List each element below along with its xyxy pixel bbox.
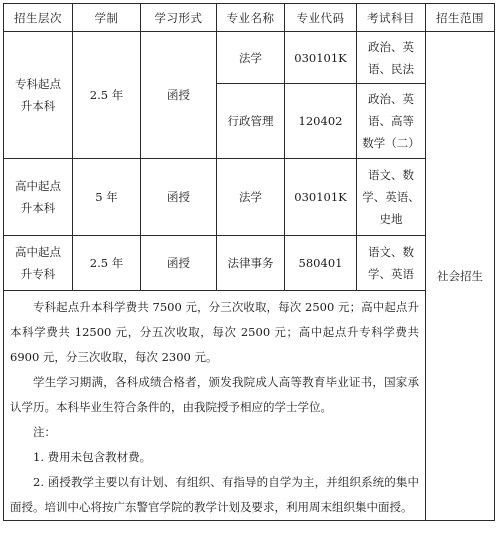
subjects-line: 语、民法 [368, 61, 414, 76]
subjects-line: 学、英语 [368, 267, 414, 281]
table-row [4, 32, 495, 84]
table-row [4, 159, 495, 236]
form-cell: 函授 [141, 236, 217, 291]
level-line: 高中起点 [15, 179, 61, 193]
fee-paragraph: 专科起点升本科学费共 7500 元，分三次收取，每次 2500 元；高中起点升本科学费共 12500 元，分五次收取，每次 2500 元；高中起点升专科学费共 6900 元，分三次收取，每次 2300 元。 [10, 300, 419, 364]
subjects-cell [357, 159, 426, 236]
subjects-cell [357, 84, 426, 159]
duration-cell: 2.5 年 [73, 32, 141, 159]
level-line: 升本科 [20, 99, 56, 113]
subjects-cell [357, 32, 426, 84]
table-row [4, 236, 495, 291]
level-cell [4, 32, 73, 159]
level-cell [4, 236, 73, 291]
subjects-cell [357, 236, 426, 291]
header-subjects: 考试科目 [357, 4, 426, 32]
header-level: 招生层次 [4, 4, 73, 32]
level-line: 升专科 [20, 267, 56, 281]
header-duration: 学制 [73, 4, 141, 32]
note-item-2: 2. 函授教学主要以有计划、有组织、有指导的自学为主，并组织系统的集中面授。培训中心将按广东警官学院的教学计划及要求，利用周末组织集中面授。 [10, 475, 419, 514]
level-line: 高中起点 [15, 245, 61, 259]
subjects-line: 语、高等 [368, 114, 414, 128]
notes-cell [4, 291, 426, 521]
note-item-1: 1. 费用未包含教材费。 [33, 450, 152, 464]
subjects-line: 政治、英 [368, 39, 414, 54]
major-cell: 行政管理 [217, 84, 285, 159]
form-cell: 函授 [141, 159, 217, 236]
scope-cell: 社会招生 [426, 32, 495, 521]
header-scope: 招生范围 [426, 4, 495, 32]
header-row [4, 4, 495, 32]
header-form: 学习形式 [141, 4, 217, 32]
header-major: 专业名称 [217, 4, 285, 32]
code-cell: 030101K [285, 159, 357, 236]
major-cell: 法律事务 [217, 236, 285, 291]
code-cell: 120402 [285, 84, 357, 159]
subjects-line: 语文、数 [368, 245, 414, 259]
code-cell: 580401 [285, 236, 357, 291]
level-line: 专科起点 [15, 77, 61, 91]
major-cell: 法学 [217, 159, 285, 236]
admission-table [3, 3, 495, 521]
duration-cell: 2.5 年 [73, 236, 141, 291]
graduation-paragraph: 学生学习期满，各科成绩合格者，颁发我院成人高等教育毕业证书，国家承认学历。本科毕业生符合条件的，由我院授予相应的学士学位。 [10, 375, 419, 414]
note-title: 注： [33, 425, 56, 439]
subjects-line: 语文、数 [368, 168, 414, 182]
subjects-line: 政治、英 [368, 92, 414, 106]
duration-cell: 5 年 [73, 159, 141, 236]
code-cell: 030101K [285, 32, 357, 84]
subjects-line: 学、英语、 [362, 190, 420, 204]
form-cell: 函授 [141, 32, 217, 159]
level-cell [4, 159, 73, 236]
subjects-line: 数学（二） [362, 136, 420, 150]
level-line: 升本科 [20, 201, 56, 215]
subjects-line: 史地 [379, 212, 403, 226]
header-code: 专业代码 [285, 4, 357, 32]
major-cell: 法学 [217, 32, 285, 84]
notes-row [4, 291, 495, 521]
